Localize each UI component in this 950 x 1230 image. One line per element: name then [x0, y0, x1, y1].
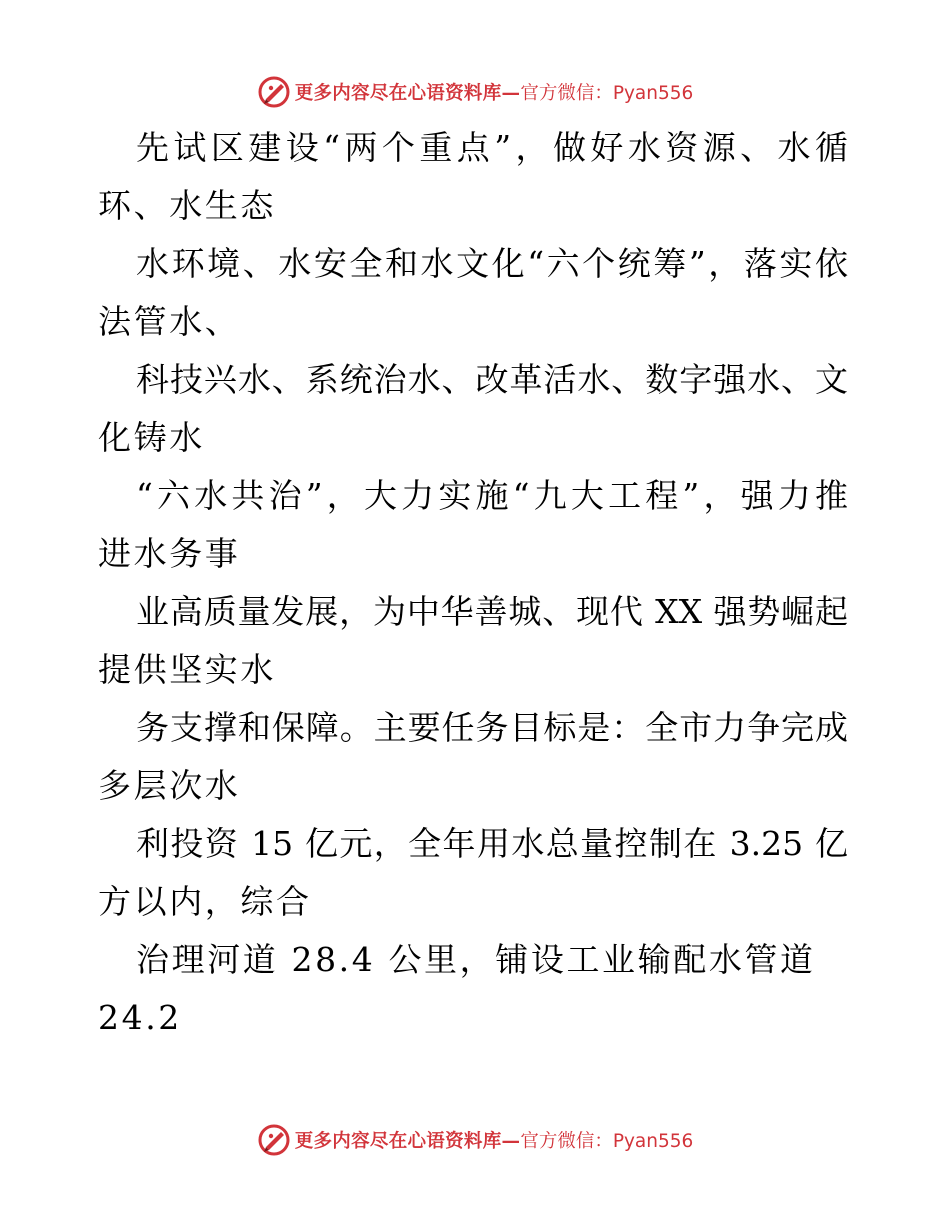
body-line: 水环境、水安全和水文化“六个统筹”，落实依 [136, 244, 848, 283]
header-banner [0, 72, 950, 112]
footer-banner [0, 1120, 950, 1160]
body-line: 先试区建设“两个重点”，做好水资源、水循 [136, 128, 848, 167]
body-line: 环、水生态 [98, 186, 276, 225]
footer-banner-text: 更多内容尽在心语资料库— [294, 1131, 521, 1152]
body-line: 利投资 15 亿元，全年用水总量控制在 3.25 亿 [136, 824, 848, 863]
footer-banner-contact: 官方微信：Pyan556 [520, 1131, 694, 1152]
body-line: 业高质量发展，为中华善城、现代 XX 强势崛起 [136, 592, 848, 631]
logo-icon [257, 1123, 291, 1157]
body-line: 化铸水 [98, 418, 205, 457]
body-line: 方以内，综合 [98, 882, 312, 921]
header-banner-contact: 官方微信：Pyan556 [520, 83, 694, 104]
body-line: 治理河道 28.4 公里，铺设工业输配水管道 [136, 940, 816, 979]
logo-icon [257, 75, 291, 109]
body-line: 多层次水 [98, 766, 241, 805]
body-line: 务支撑和保障。主要任务目标是：全市力争完成 [136, 708, 848, 747]
body-line: 进水务事 [98, 534, 241, 573]
body-line: 法管水、 [98, 302, 241, 341]
body-line: 24.2 [98, 998, 182, 1037]
body-line: 提供坚实水 [98, 650, 276, 689]
body-line: 科技兴水、系统治水、改革活水、数字强水、文 [136, 360, 848, 399]
body-line: “六水共治”，大力实施“九大工程”，强力推 [136, 476, 848, 515]
header-banner-text: 更多内容尽在心语资料库— [294, 83, 521, 104]
